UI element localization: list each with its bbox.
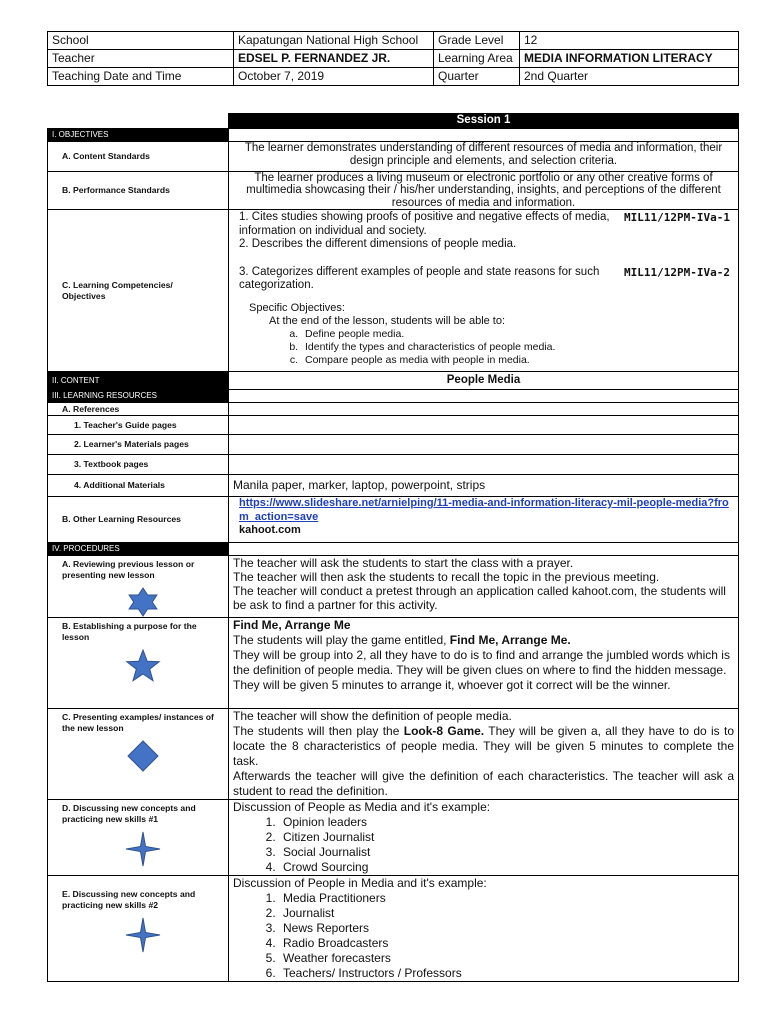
specific-objectives-list	[249, 328, 734, 367]
date-label: Teaching Date and Time	[48, 68, 234, 86]
teacher-label: Teacher	[48, 50, 234, 68]
procedure-b-title: Find Me, Arrange Me	[233, 618, 351, 632]
five-point-star-icon	[125, 649, 161, 683]
procedure-b-text	[229, 618, 739, 709]
other-resources-row	[48, 497, 739, 543]
info-row-date	[48, 68, 739, 86]
procedure-c-row	[48, 709, 739, 800]
other-resources-label: B. Other Learning Resources	[48, 497, 229, 543]
procedure-d-text	[229, 800, 739, 876]
procedure-e-list	[233, 891, 734, 981]
procedure-d-row	[48, 800, 739, 876]
lesson-plan-table	[47, 113, 739, 982]
procedure-b-body	[233, 633, 734, 648]
other-resources-cell	[229, 497, 739, 543]
procedure-b-intro: The students will play the game entitled,	[233, 633, 447, 647]
procedure-b-details: They will be group into 2, all they have to do is to find and arrange the jumbled words which is the definition of people media. They will be given clues on where to find the hidden message. They will be given 5 minutes to arrange it, whoever got it correct will be the winner.	[233, 648, 730, 692]
procedure-b-game: Find Me, Arrange Me.	[449, 633, 571, 647]
four-point-star-icon	[125, 831, 161, 867]
list-item: 6. Teachers/ Instructors / Professors	[279, 966, 734, 981]
performance-standards-text: The learner produces a living museum or electronic portfolio or any other creative forms of multimedia showcasing their / his/her understanding, insights, and perceptions of the different resources of media and information.	[229, 171, 739, 210]
list-item: 3. Social Journalist	[279, 845, 734, 860]
list-item: 4. Radio Broadcasters	[279, 936, 734, 951]
procedures-section-row	[48, 543, 739, 556]
resources-section: III. LEARNING RESOURCES	[48, 390, 229, 403]
specific-objectives	[239, 302, 734, 367]
performance-standards-row	[48, 171, 739, 210]
content-standards-row	[48, 141, 739, 171]
procedure-c-intro: The students will then play the	[233, 724, 400, 738]
specific-objectives-intro: At the end of the lesson, students will be able to:	[269, 314, 506, 327]
teacher-value: EDSEL P. FERNANDEZ JR.	[234, 50, 434, 68]
learner-materials-row	[48, 435, 739, 455]
competency-group-1	[239, 211, 734, 252]
grade-label: Grade Level	[434, 32, 520, 50]
procedure-a-label: A. Reviewing previous lesson or presenting new lesson	[62, 559, 195, 580]
procedures-section: IV. PROCEDURES	[48, 543, 229, 556]
procedure-d-list	[233, 815, 734, 875]
slideshare-link[interactable]: https://www.slideshare.net/arnielping/11-media-and-information-literacy-mil-people-media?from_action=save	[239, 497, 729, 523]
procedure-c-line: Afterwards the teacher will give the definition of each characteristics. The teacher will ask a student to read the definition.	[233, 769, 734, 798]
procedure-a-line: The teacher will conduct a pretest through an application called kahoot.com, the students will be ask to find a partner for this activity.	[233, 584, 726, 612]
procedure-c-details: They will be given a, all they have to do is to locate the 8 characteristics of people media. They will be given 5 minutes to complete the task.	[233, 724, 735, 768]
procedure-d-intro: Discussion of People as Media and it's example:	[233, 800, 491, 814]
teacher-guide-label: 1. Teacher's Guide pages	[48, 416, 229, 435]
kahoot-text: kahoot.com	[239, 524, 301, 536]
textbook-label: 3. Textbook pages	[48, 455, 229, 475]
area-value: MEDIA INFORMATION LITERACY	[520, 50, 739, 68]
resources-section-row	[48, 390, 739, 403]
list-item: a. Define people media.	[301, 328, 734, 341]
procedure-c-line: The teacher will show the definition of people media.	[233, 709, 512, 723]
procedure-b-row	[48, 618, 739, 709]
references-row	[48, 403, 739, 416]
session-header-row	[48, 114, 739, 129]
competency-group-2	[239, 266, 734, 293]
procedure-a-label-cell	[48, 556, 229, 618]
objectives-section: I. OBJECTIVES	[48, 128, 229, 141]
list-item: 5. Weather forecasters	[279, 951, 734, 966]
info-row-teacher	[48, 50, 739, 68]
procedure-c-label-cell	[48, 709, 229, 800]
diamond-icon	[127, 740, 159, 772]
competencies-label	[48, 210, 229, 372]
content-value: People Media	[229, 372, 739, 390]
teacher-guide-row	[48, 416, 739, 435]
learner-materials-label: 2. Learner's Materials pages	[48, 435, 229, 455]
competency-3: 3. Categorizes different examples of people and state reasons for such categorization.	[239, 265, 600, 291]
procedure-c-line	[233, 724, 734, 769]
procedure-e-intro: Discussion of People in Media and it's example:	[233, 876, 487, 890]
content-section-row	[48, 372, 739, 390]
competencies-cell	[229, 210, 739, 372]
list-item: b. Identify the types and characteristics of people media.	[301, 341, 734, 354]
list-item: c. Compare people as media with people in media.	[301, 354, 734, 367]
procedure-a-row	[48, 556, 739, 618]
list-item: 1. Opinion leaders	[279, 815, 734, 830]
content-section: II. CONTENT	[48, 372, 229, 390]
competencies-label-text: C. Learning Competencies/ Objectives	[62, 279, 173, 301]
procedure-b-label-cell	[48, 618, 229, 709]
additional-materials-row	[48, 475, 739, 497]
objectives-section-row	[48, 128, 739, 141]
content-standards-text: The learner demonstrates understanding of different resources of media and information, their design principle and elements, and selection criteria.	[229, 141, 739, 171]
date-value: October 7, 2019	[234, 68, 434, 86]
list-item: 1. Media Practitioners	[279, 891, 734, 906]
competency-code-2: MIL11/12PM-IVa-2	[624, 265, 730, 279]
procedure-e-text	[229, 876, 739, 982]
procedure-c-game: Look-8 Game.	[403, 724, 485, 738]
procedure-d-label-cell	[48, 800, 229, 876]
four-point-star-icon	[125, 917, 161, 953]
list-item: 2. Journalist	[279, 906, 734, 921]
list-item: 4. Crowd Sourcing	[279, 860, 734, 875]
quarter-value: 2nd Quarter	[520, 68, 739, 86]
textbook-row	[48, 455, 739, 475]
school-label: School	[48, 32, 234, 50]
procedure-a-line: The teacher will then ask the students to recall the topic in the previous meeting.	[233, 570, 660, 584]
procedure-e-label-cell	[48, 876, 229, 982]
list-item: 3. News Reporters	[279, 921, 734, 936]
competency-2: 2. Describes the different dimensions of people media.	[239, 238, 517, 250]
procedure-a-text	[229, 556, 739, 618]
additional-materials-value: Manila paper, marker, laptop, powerpoint, strips	[229, 475, 739, 497]
competencies-row	[48, 210, 739, 372]
references-label: A. References	[48, 403, 229, 416]
quarter-label: Quarter	[434, 68, 520, 86]
competency-code-1: MIL11/12PM-IVa-1	[624, 211, 730, 224]
session-title: Session 1	[229, 114, 739, 129]
procedure-d-label: D. Discussing new concepts and practicing new skills #1	[62, 803, 196, 824]
specific-objectives-title: Specific Objectives:	[249, 301, 345, 314]
procedure-e-label: E. Discussing new concepts and practicing new skills #2	[62, 889, 196, 910]
info-row-school	[48, 32, 739, 50]
area-label: Learning Area	[434, 50, 520, 68]
procedure-c-label: C. Presenting examples/ instances of the new lesson	[62, 712, 214, 733]
procedure-c-text	[229, 709, 739, 800]
school-value: Kapatungan National High School	[234, 32, 434, 50]
content-standards-label: A. Content Standards	[48, 141, 229, 171]
list-item: 2. Citizen Journalist	[279, 830, 734, 845]
procedure-b-label: B. Establishing a purpose for the lesson	[62, 621, 197, 642]
grade-value: 12	[520, 32, 739, 50]
procedure-a-line: The teacher will ask the students to start the class with a prayer.	[233, 556, 574, 570]
performance-standards-label: B. Performance Standards	[48, 171, 229, 210]
competency-1: 1. Cites studies showing proofs of positive and negative effects of media, information on individual and society.	[239, 211, 610, 237]
procedure-e-row	[48, 876, 739, 982]
lesson-info-table	[47, 31, 739, 86]
hexagram-star-icon	[126, 587, 160, 617]
additional-materials-label: 4. Additional Materials	[48, 475, 229, 497]
